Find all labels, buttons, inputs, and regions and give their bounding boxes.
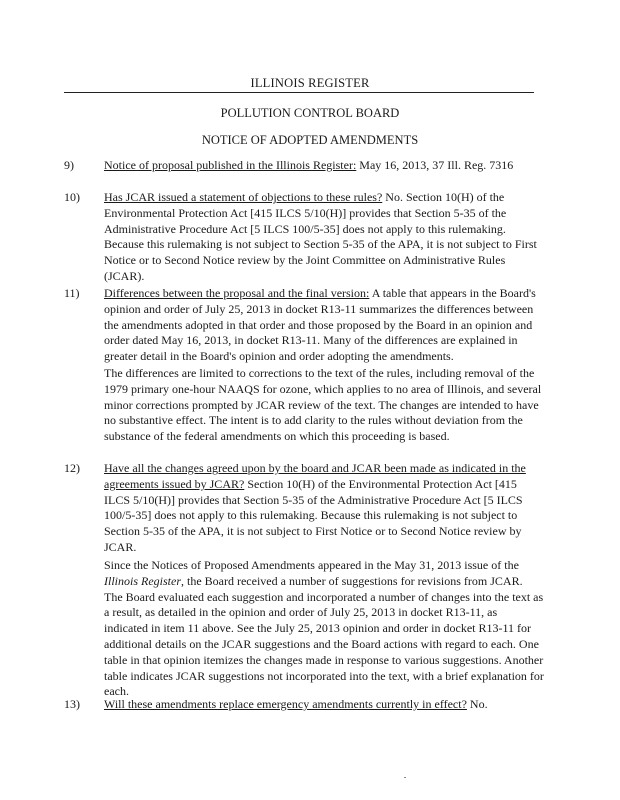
item-answer: Section 10(H) of the Environmental Protection Act [415 ILCS 5/10(H)] provides that Section 5-35 of the Administrative Procedure Act [5 ILCS 100/5-35] does not apply to this rulemaking. Because this rulemaking is not subject to Section 5-35 of the APA, it is not subject to First Notice or to Second Notice review by JCAR.: [104, 476, 523, 554]
item-question: Notice of proposal published in the Illinois Register:: [104, 158, 357, 172]
item-number: 11): [64, 286, 80, 300]
item-question: Has JCAR issued a statement of objections to these rules?: [104, 190, 383, 204]
item-12-paragraph: [104, 558, 544, 700]
item-answer: No.: [466, 697, 488, 711]
item-question: Will these amendments replace emergency amendments currently in effect?: [104, 697, 467, 711]
item-answer: May 16, 2013, 37 Ill. Reg. 7316: [356, 158, 514, 172]
item-text: [104, 461, 544, 556]
item-text: [104, 158, 544, 174]
paragraph-text: , the Board received a number of suggestions for revisions from JCAR. The Board evaluated each suggestion and incorporated a number of changes into the text as a result, as detailed in the opinion and order of July 25, 2013 in docket R13-11, as indicated in item 11 above. See the July 25, 2013 opinion and order in docket R13-11 for additional details on the JCAR suggestions and the Board actions with regard to each. One table in that opinion itemizes the changes made in response to various suggestions. Another table indicates JCAR suggestions not incorporated into the text, with a brief explanation for each.: [104, 573, 544, 699]
item-question: Differences between the proposal and the final version:: [104, 286, 370, 300]
item-text: [104, 286, 544, 365]
item-number: 13): [64, 697, 80, 711]
item-answer: No. Section 10(H) of the Environmental Protection Act [415 ILCS 5/10(H)] provides that Section 5-35 of the Administrative Procedure Act [5 ILCS 100/5-35] does not apply to this rulemaking. Because this rulemaking is not subject to Section 5-35 of the APA, it is not subject to First Notice or to Second Notice review by the Joint Committee on Administrative Rules (JCAR).: [104, 190, 537, 283]
item-question: Have all the changes agreed upon by the board and JCAR been made as indicated in the agreements issued by JCAR?: [104, 461, 526, 491]
item-text: [104, 190, 544, 285]
notice-title: NOTICE OF ADOPTED AMENDMENTS: [201, 133, 419, 147]
paragraph-text: Since the Notices of Proposed Amendments appeared in the May 31, 2013 issue of the: [104, 558, 519, 572]
scan-speck: [404, 777, 406, 778]
board-name: POLLUTION CONTROL BOARD: [220, 106, 400, 120]
item-answer: A table that appears in the Board's opinion and order of July 25, 2013 in docket R13-11 summarizes the differences between the amendments adopted in that order and those proposed by the Board in an opinion and order dated May 16, 2013, in docket R13-11. Many of the differences are explained in greater detail in the Board's opinion and order adopting the amendments.: [104, 286, 536, 364]
header-rule: [64, 92, 534, 93]
item-text: [104, 697, 544, 713]
item-number: 9): [64, 158, 74, 172]
publication-name: Illinois Register: [104, 573, 181, 588]
register-title: ILLINOIS REGISTER: [250, 76, 370, 90]
item-number: 12): [64, 461, 80, 475]
item-number: 10): [64, 190, 80, 204]
item-11-paragraph: The differences are limited to corrections to the text of the rules, including removal of the 1979 primary one-hour NAAQS for ozone, which applies to no area of Illinois, and several minor corrections prompted by JCAR review of the text. The changes are intended to have no substantive effect. The intent is to add clarity to the rules without deviation from the substance of the federal amendments on which this proceeding is based.: [104, 366, 542, 444]
